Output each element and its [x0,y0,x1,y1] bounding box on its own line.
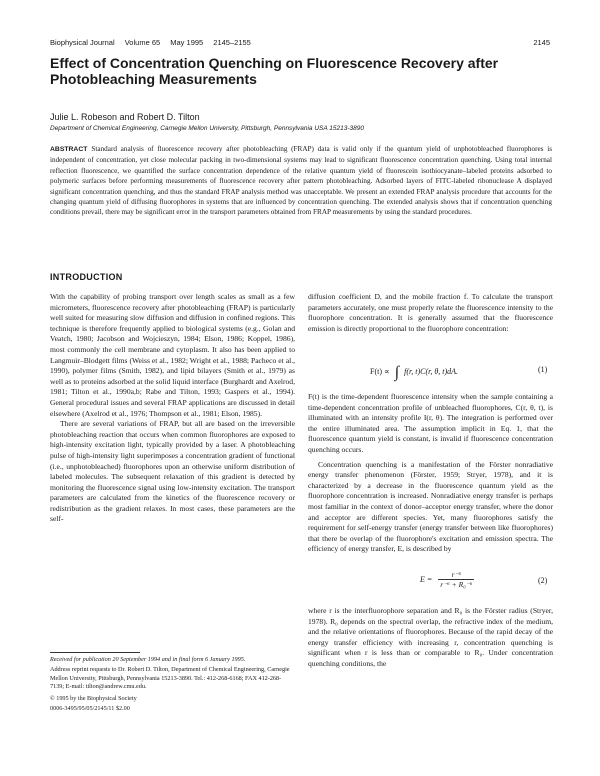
right-column-body [308,392,553,555]
page-number: 2145 [533,38,550,47]
right-paragraph-2: F(t) is the time-dependent fluorescence intensity when the sample containing a time-dependent concentration profile of unbleached fluorophores, C(r, θ, t), is illuminated with an intensity profile I(r, θ). The integration is performed over the entire illuminated area. The assumption implicit in Eq. 1, that the fluorescence quantum yield is constant, is invalid if fluorescence concentration quenching occurs. [308,392,553,454]
section-heading: INTRODUCTION [50,272,123,282]
equation-1 [370,364,458,382]
issn-note: 0006-3495/95/05/2145/11 $2.00 [50,705,130,713]
equation-2-numerator: r⁻⁶ [438,570,474,580]
integral-sign: ∫ [394,364,400,381]
left-column [50,292,295,525]
journal-name: Biophysical Journal [50,38,115,47]
equation-2 [420,570,474,589]
equation-2-fraction [438,570,474,589]
issue-date: May 1995 [170,38,204,47]
intro-paragraph-2: There are several variations of FRAP, but all are based on the irreversible photobleaching reaction that occurs when common fluorophores are exposed to high-intensity excitation light, typically provided by a laser. A photobleaching pulse of high-intensity light superimposes a concentration gradient of functional (i.e., unphotobleached) fluorophores upon an otherwise uniform distribution of labeled molecules. The subsequent relaxation of this gradient is detected by monitoring the fluorescence signal using low-intensity excitation. The transport parameters are calculated from the kinetics of the fluorescence recovery or redistribution as the gradient relaxes. In most cases, these parameters are the self- [50,419,295,524]
page-range: 2145–2155 [213,38,251,47]
equation-1-lhs: F(t) ∝ [370,367,390,376]
right-column-intro [308,292,553,334]
abstract-label: ABSTRACT [50,146,88,153]
equation-2-number: (2) [538,576,548,585]
intro-paragraph-1: With the capability of probing transport over length scales as small as a few micrometers, fluorescence recovery after photobleaching (FRAP) is particularly well suited for measuring slow diffusion and diffusion in confined regions. This technique is therefore frequently applied to biological systems (e.g., Golan and Veatch, 1980; Jacobson and Wojcieszyn, 1984; Elson, 1986; Koppel, 1986), most commonly the cell membrane and cytoplasm. It also has been applied to Langmuir–Blodgett films (Weiss et al., 1982; Wright et al., 1988; Pacheco et al., 1990), polymer films (Smith, 1982), and lipid bilayers (Smith et al., 1979) as well as to proteins adsorbed at the solid liquid interface (Burghardt and Axelrod, 1981; Tilton et al., 1990a,b; Rabe and Tilton, 1993; Gaspers et al., 1994). General procedural issues and several FRAP applications are discussed in detail elsewhere (Axelrod et al., 1976; Thompson et al., 1981; Elson, 1985). [50,292,295,418]
address-note: Address reprint requests to Dr. Robert D. Tilton, Department of Chemical Engineering, Carnegie Mellon University, Pittsburgh, Pennsylvania 15213-3890. Tel.: 412-268-6168; FAX 412-268-7139; E-mail: tilton@andrew.cmu.edu. [50,666,290,691]
volume: Volume 65 [124,38,161,47]
equation-1-number: (1) [538,365,548,374]
right-paragraph-3: Concentration quenching is a manifestation of the Förster nonradiative energy transfer phenomenon (Förster, 1959; Stryer, 1978), and it is characterized by a decrease in the fluorescence quantum yield as the fluorophore concentration is increased. Nonradiative energy transfer is perhaps most familiar in the context of donor–acceptor energy transfer, where the donor and acceptor are different species. Yet, many fluorophores satisfy the requirement for self-energy transfer (energy transfer between like fluorophores) that there be overlap of the fluorophore's excitation and emission spectra. The efficiency of energy transfer, E, is described by [308,459,553,554]
right-column-tail [308,606,553,670]
abstract [50,144,552,218]
paper-title: Effect of Concentration Quenching on Fluorescence Recovery after Photobleaching Measurements [50,55,499,87]
equation-2-lhs: E = [420,575,433,584]
abstract-text: Standard analysis of fluorescence recovery after photobleaching (FRAP) data is valid only if the quantum yield of unphotobleached fluorophores is independent of concentration, yet close molecular packing in two-dimensional systems may lead to significant fluorescence concentration quenching. Using total internal reflection fluorescence, we quantified the surface concentration dependence of the relative quantum yield of fluorescein isothiocyanate–labeled proteins adsorbed to polymeric surfaces before performing measurements of fluorescence recovery after pattern photobleaching. Adsorbed layers of FITC-labeled ribonuclease A displayed significant concentration quenching, and thus the standard FRAP analysis method was unacceptable. We present an extended FRAP analysis procedure that accounts for the changing quantum yield of diffusing fluorophores in systems that are influenced by concentration quenching. The extended analysis shows that if concentration quenching conditions prevail, there may be significant error in the transport parameters obtained from FRAP measurements by using the standard procedures. [50,145,552,217]
right-paragraph-1: diffusion coefficient D, and the mobile fraction f. To calculate the transport parameters accurately, one must properly relate the fluorescence intensity to the fluorophore concentration. It is generally assumed that the fluorescence emission is directly proportional to the fluorophore concentration: [308,292,553,333]
copyright-note: © 1995 by the Biophysical Society [50,694,137,702]
footnotes [50,656,295,715]
right-paragraph-4: where r is the interfluorophore separation and R₀ is the Förster radius (Stryer, 1978). R₀ depends on the spectral overlap, the refractive index of the medium, and the relative orientations of fluorophores. Because of the rapid decay of the energy transfer efficiency with increasing r, concentration quenching is significant when r is less than or comparable to R₀. Under concentration quenching conditions, the [308,606,553,668]
footnote-rule [50,652,140,653]
running-header [50,38,251,47]
equation-2-denominator: r⁻⁶ + R₀⁻⁶ [440,580,473,589]
received-note: Received for publication 20 September 1994 and in final form 6 January 1995. [50,656,246,663]
equation-1-integrand: f(r, t)C(r, θ, t)dA. [404,367,459,376]
affiliation: Department of Chemical Engineering, Carnegie Mellon University, Pittsburgh, Pennsylvania USA 15213-3890 [50,125,364,132]
authors: Julie L. Robeson and Robert D. Tilton [50,112,200,122]
